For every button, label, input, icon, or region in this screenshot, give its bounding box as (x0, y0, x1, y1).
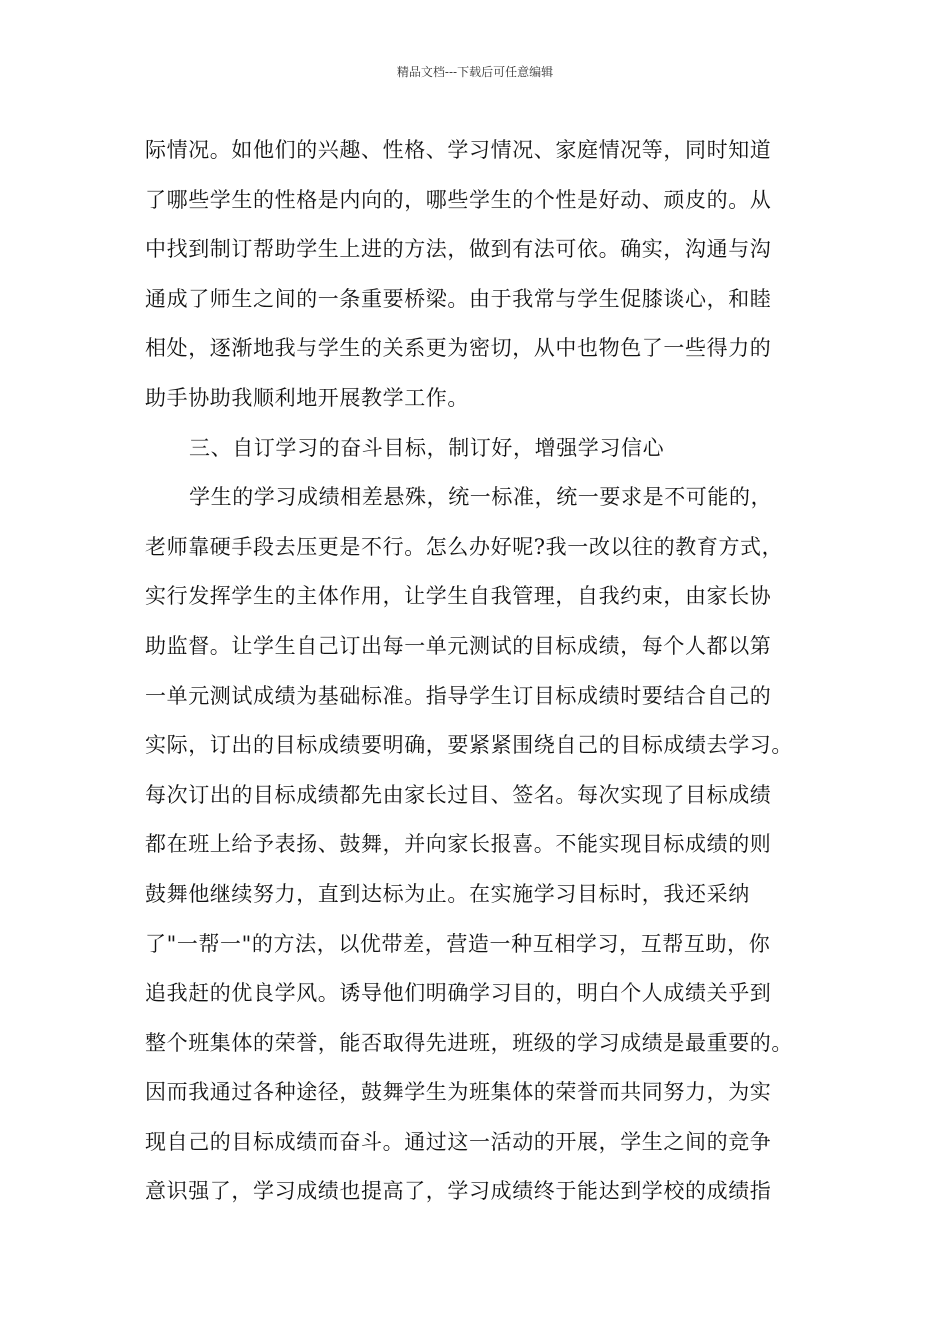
text-line: 助监督。让学生自己订出每一单元测试的目标成绩，每个人都以第 (145, 633, 772, 658)
text-line: 因而我通过各种途径，鼓舞学生为班集体的荣誉而共同努力，为实 (145, 1080, 772, 1105)
text-line: 实际，订出的目标成绩要明确，要紧紧围绕自己的目标成绩去学习。 (145, 733, 793, 758)
text-line: 了哪些学生的性格是内向的，哪些学生的个性是好动、顽皮的。从 (145, 187, 772, 212)
text-line: 了"一帮一"的方法，以优带差，营造一种互相学习，互帮互助，你 (145, 931, 771, 956)
text-line: 际情况。如他们的兴趣、性格、学习情况、家庭情况等，同时知道 (145, 138, 772, 162)
text-line: 通成了师生之间的一条重要桥梁。由于我常与学生促膝谈心，和睦 (145, 286, 772, 311)
text-line: 助手协助我顺利地开展教学工作。 (145, 385, 469, 410)
text-line: 相处，逐渐地我与学生的关系更为密切，从中也物色了一些得力的 (145, 336, 772, 361)
text-line: 一单元测试成绩为基础标准。指导学生订目标成绩时要结合自己的 (145, 683, 772, 708)
text-line: 老师靠硬手段去压更是不行。怎么办好呢?我一改以往的教育方式， (145, 534, 784, 559)
text-line: 现自己的目标成绩而奋斗。通过这一活动的开展，学生之间的竞争 (145, 1129, 772, 1154)
text-line: 意识强了，学习成绩也提高了，学习成绩终于能达到学校的成绩指 (145, 1179, 772, 1204)
document-body (145, 126, 825, 1217)
text-line: 每次订出的目标成绩都先由家长过目、签名。每次实现了目标成绩 (145, 782, 772, 807)
text-line: 学生的学习成绩相差悬殊，统一标准，统一要求是不可能的， (189, 485, 773, 510)
text-line: 中找到制订帮助学生上进的方法，做到有法可依。确实，沟通与沟 (145, 237, 772, 262)
page-header: 精品文档---下载后可任意编辑 (396, 65, 554, 79)
text-line: 都在班上给予表扬、鼓舞，并向家长报喜。不能实现目标成绩的则 (145, 832, 772, 857)
text-line: 鼓舞他继续努力，直到达标为止。在实施学习目标时，我还采纳 (145, 881, 750, 906)
section-heading: 三、自订学习的奋斗目标，制订好，增强学习信心 (189, 435, 665, 460)
text-line: 追我赶的优良学风。诱导他们明确学习目的，明白个人成绩关乎到 (145, 981, 772, 1006)
text-line: 整个班集体的荣誉，能否取得先进班，班级的学习成绩是最重要的。 (145, 1030, 793, 1055)
text-line: 实行发挥学生的主体作用，让学生自我管理，自我约束，由家长协 (145, 584, 772, 609)
